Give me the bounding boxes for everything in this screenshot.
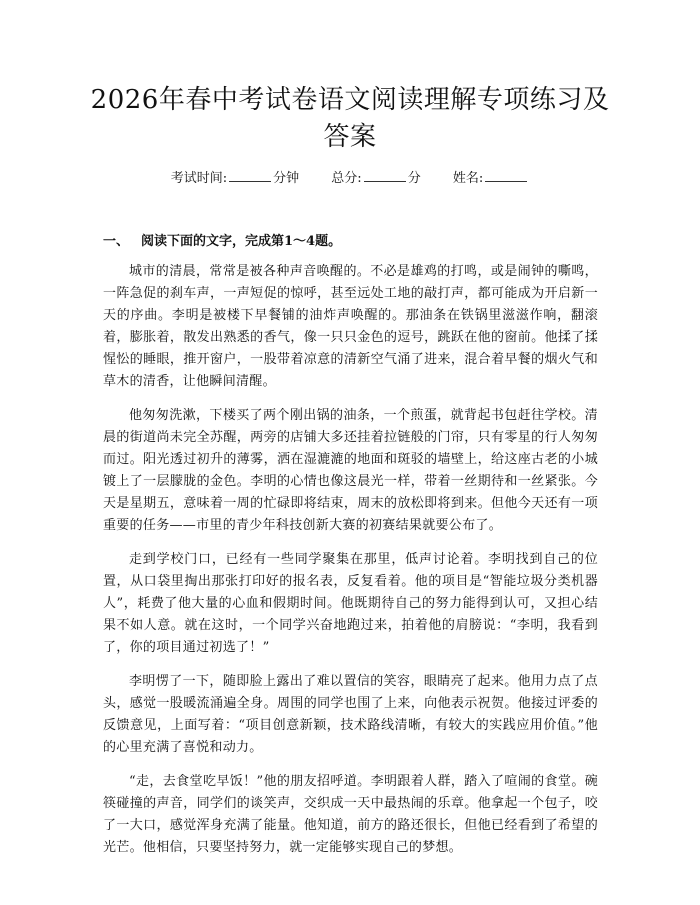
passage-paragraph-2: 他匆匆洗漱，下楼买了两个刚出锅的油条，一个煎蛋，就背起书包赶往学校。清晨的街道尚未完全苏醒，两旁的店铺大多还挂着拉链般的门帘，只有零星的行人匆匆而过。阳光透过初升的薄雾，洒在湿漉漉的地面和斑驳的墙壁上，给这座古老的小城镀上了一层朦胧的金色。李明的心情也像这晨光一样，带着一丝期待和一丝紧张。今天是星期五，意味着一周的忙碌即将结束，周末的放松即将到来。但他今天还有一项重要的任务——市里的青少年科技创新大赛的初赛结果就要公布了。 bbox=[103, 408, 598, 533]
total-score-unit: 分 bbox=[407, 171, 421, 186]
student-name-blank bbox=[485, 169, 527, 182]
section-heading bbox=[103, 233, 341, 251]
page-title bbox=[60, 82, 640, 156]
exam-time-label: 考试时间: bbox=[170, 171, 228, 186]
student-name-field bbox=[453, 169, 529, 188]
reading-passage bbox=[103, 261, 598, 871]
passage-paragraph-5: “走，去食堂吃早饭！”他的朋友招呼道。李明跟着人群，踏入了喧闹的食堂。碗筷碰撞的声音，同学们的谈笑声，交织成一天中最热闹的乐章。他拿起一个包子，咬了一大口，感觉浑身充满了能量。他知道，前方的路还很长，但他已经看到了希望的光芒。他相信，只要坚持努力，就一定能够实现自己的梦想。 bbox=[103, 774, 598, 855]
total-score-field bbox=[331, 169, 420, 188]
exam-time-unit: 分钟 bbox=[273, 171, 300, 186]
section-instruction: 阅读下面的文字，完成第1～4题。 bbox=[141, 234, 342, 249]
total-score-blank bbox=[364, 169, 406, 182]
title-line-2: 答案 bbox=[323, 122, 377, 152]
passage-paragraph-1: 城市的清晨，常常是被各种声音唤醒的。不必是雄鸡的打鸣，或是闹钟的嘶鸣，一阵急促的刹车声，一声短促的惊呼，甚至远处工地的敲打声，都可能成为开启新一天的序曲。李明是被楼下早餐铺的油炸声唤醒的。那油条在铁锅里滋滋作响，翻滚着，膨胀着，散发出熟悉的香气，像一只只金色的逗号，跳跃在他的窗前。他揉了揉惺忪的睡眼，推开窗户，一股带着凉意的清新空气涌了进来，混合着早餐的烟火气和草木的清香，让他瞬间清醒。 bbox=[103, 264, 598, 389]
passage-paragraph-4: 李明愣了一下，随即脸上露出了难以置信的笑容，眼睛亮了起来。他用力点了点头，感觉一股暖流涌遍全身。周围的同学也围了上来，向他表示祝贺。他接过评委的反馈意见，上面写着：“项目创意新颖，技术路线清晰，有较大的实践应用价值。”他的心里充满了喜悦和动力。 bbox=[103, 674, 598, 755]
exam-time-field bbox=[171, 169, 299, 188]
exam-info bbox=[0, 169, 700, 188]
section-number: 一、 bbox=[103, 234, 130, 249]
title-line-1: 2026年春中考试卷语文阅读理解专项练习及 bbox=[90, 85, 610, 115]
total-score-label: 总分: bbox=[331, 171, 362, 186]
student-name-label: 姓名: bbox=[452, 171, 484, 186]
exam-time-blank bbox=[229, 169, 271, 182]
passage-paragraph-3: 走到学校门口，已经有一些同学聚集在那里，低声讨论着。李明找到自己的位置，从口袋里掏出那张打印好的报名表，反复看着。他的项目是“智能垃圾分类机器人”，耗费了他大量的心血和假期时间。他既期待自己的努力能得到认可，又担心结果不如人意。就在这时，一个同学兴奋地跑过来，拍着他的肩膀说：“李明，我看到了，你的项目通过初选了！” bbox=[103, 552, 598, 655]
